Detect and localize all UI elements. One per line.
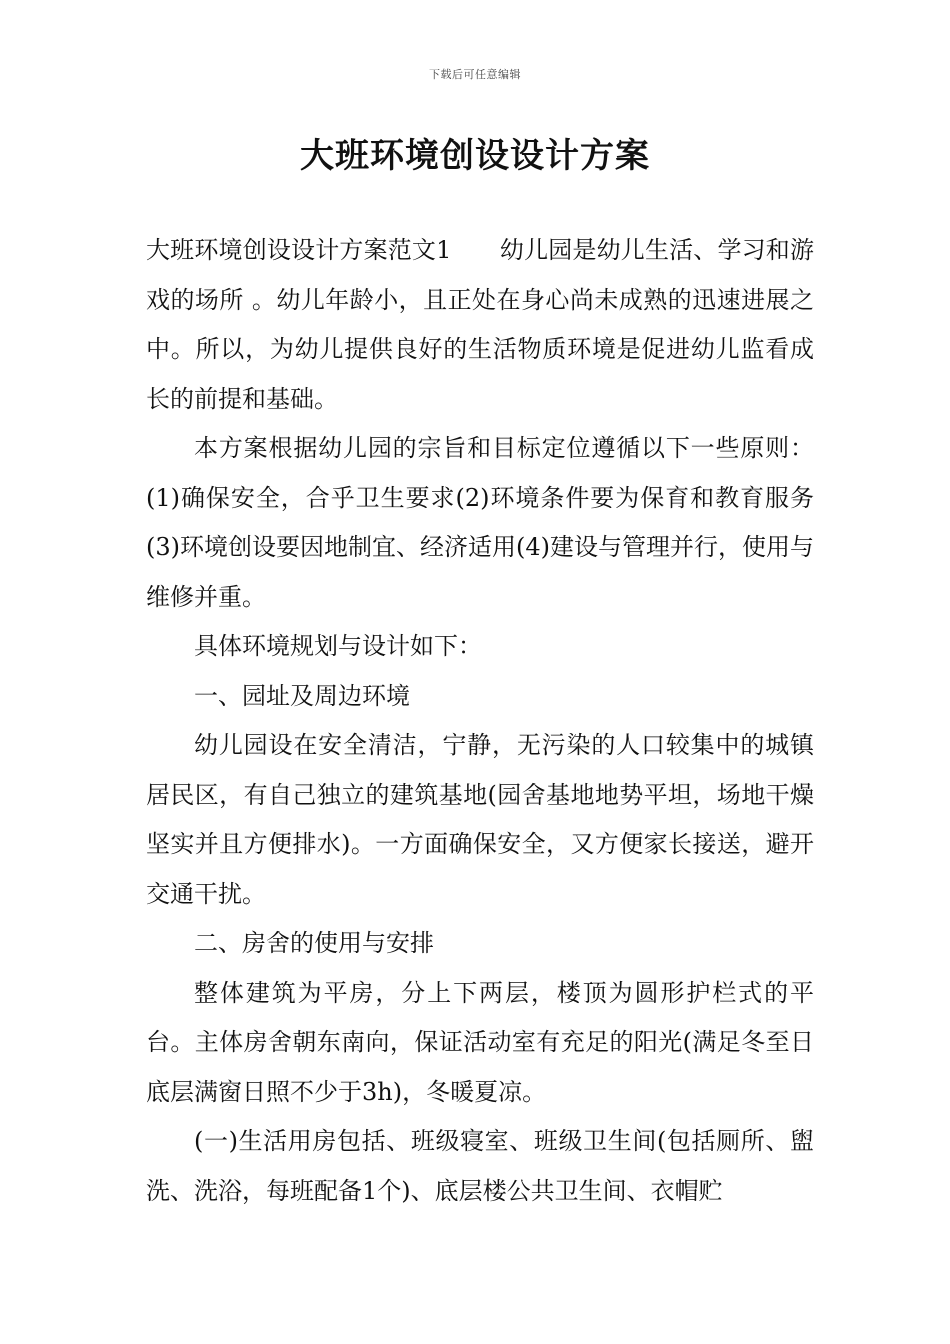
page-header-note: 下载后可任意编辑 xyxy=(429,68,521,81)
section-heading-site: 一、园址及周边环境 xyxy=(194,681,410,710)
paragraph-buildings: 整体建筑为平房，分上下两层，楼顶为圆形护栏式的平台。主体房舍朝东南向，保证活动室有充足的阳光(满足冬至日底层满窗日照不少于3h)，冬暖夏凉。 xyxy=(146,978,814,1106)
paragraph-living-rooms: (一)生活用房包括、班级寝室、班级卫生间(包括厕所、盥洗、洗浴，每班配备1个)、底层楼公共卫生间、衣帽贮 xyxy=(146,1127,814,1205)
section-heading-buildings: 二、房舍的使用与安排 xyxy=(194,929,434,957)
document-title: 大班环境创设设计方案 xyxy=(300,136,650,176)
document-body xyxy=(146,226,814,1216)
paragraph-principles: 本方案根据幼儿园的宗旨和目标定位遵循以下一些原则：(1)确保安全，合乎卫生要求(2)环境条件要为保育和教育服务(3)环境创设要因地制宜、经济适用(4)建设与管理并行，使用与维修并重。 xyxy=(146,434,814,611)
paragraph-plan-intro: 具体环境规划与设计如下： xyxy=(194,632,482,660)
paragraph-intro: 大班环境创设设计方案范文1 幼儿园是幼儿生活、学习和游戏的场所 。幼儿年龄小，且正处在身心尚未成熟的迅速进展之中。所以，为幼儿提供良好的生活物质环境是促进幼儿监看成长的前提和基础。 xyxy=(146,236,814,413)
paragraph-site: 幼儿园设在安全清洁，宁静，无污染的人口较集中的城镇居民区，有自己独立的建筑基地(园舍基地地势平坦，场地干燥坚实并且方便排水)。一方面确保安全，又方便家长接送，避开交通干扰。 xyxy=(146,731,814,908)
